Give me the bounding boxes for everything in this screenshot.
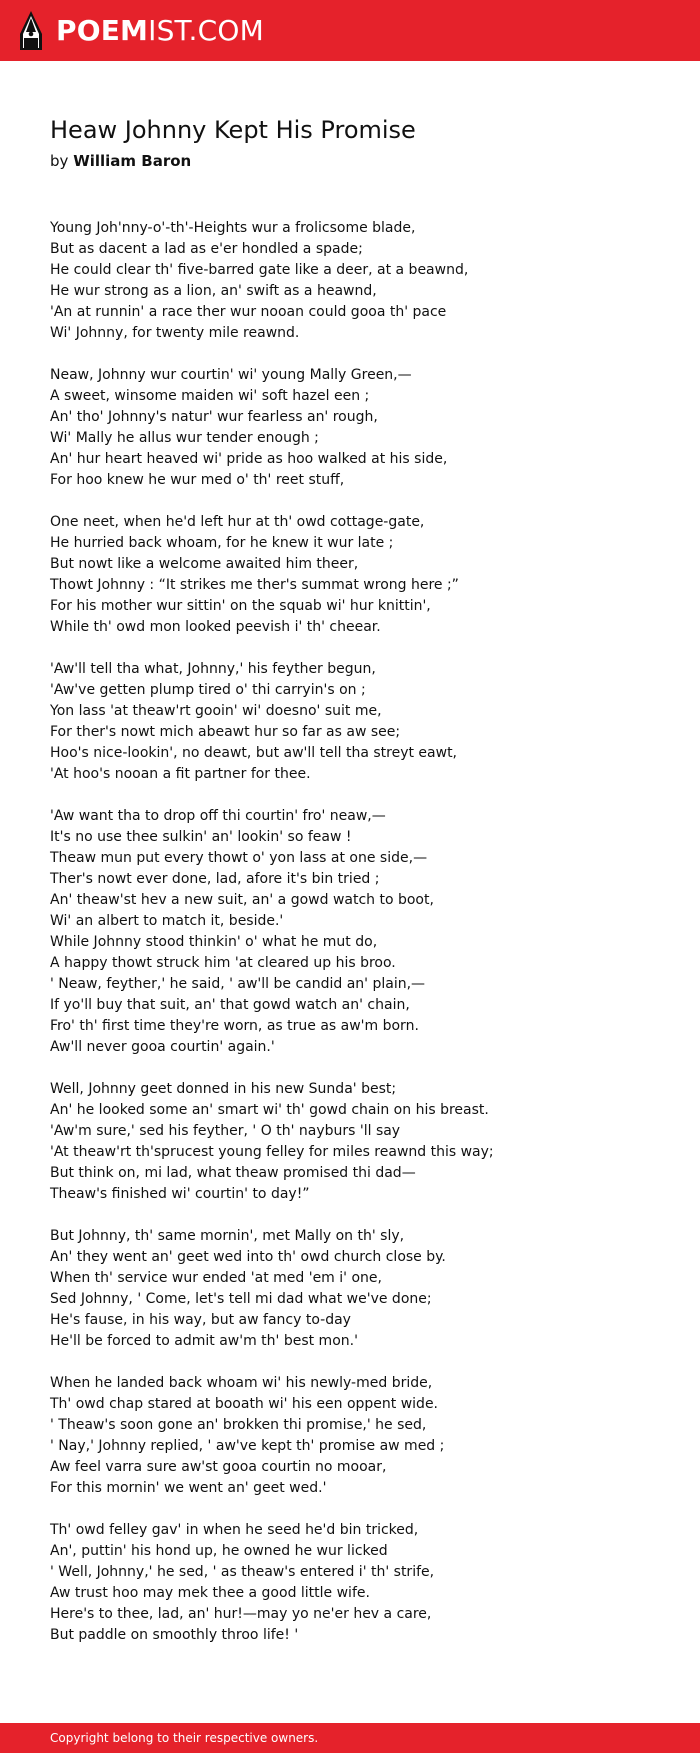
poem-line: Ther's nowt ever done, lad, afore it's bin tried ;	[50, 871, 380, 887]
site-footer	[0, 1723, 700, 1753]
stanza	[50, 806, 660, 1058]
poem-line: He hurried back whoam, for he knew it wur late ;	[50, 535, 394, 551]
poem-line: ' Theaw's soon gone an' brokken thi promise,' he sed,	[50, 1417, 427, 1433]
poem-line: 'Aw want tha to drop off thi courtin' fro' neaw,—	[50, 808, 386, 824]
poem-line: Th' owd felley gav' in when he seed he'd bin tricked,	[50, 1522, 419, 1538]
poem-line: He could clear th' five-barred gate like a deer, at a beawnd,	[50, 262, 469, 278]
poem-line: Theaw mun put every thowt o' yon lass at one side,—	[50, 850, 428, 866]
poem-line: Thowt Johnny : “It strikes me ther's summat wrong here ;”	[50, 577, 459, 593]
poem-line: It's no use thee sulkin' an' lookin' so feaw !	[50, 829, 352, 845]
poem-line: Fro' th' first time they're worn, as true as aw'm born.	[50, 1018, 419, 1034]
stanza	[50, 1373, 660, 1499]
author-name: William Baron	[73, 152, 192, 170]
poem-line: 'At theaw'rt th'sprucest young felley for miles reawnd this way;	[50, 1144, 494, 1160]
poem-line: An' they went an' geet wed into th' owd church close by.	[50, 1249, 446, 1265]
poem-line: While Johnny stood thinkin' o' what he mut do,	[50, 934, 378, 950]
poem-line: 'Aw'm sure,' sed his feyther, ' O th' nayburs 'll say	[50, 1123, 401, 1139]
poem-line: An' he looked some an' smart wi' th' gowd chain on his breast.	[50, 1102, 489, 1118]
poem-header	[50, 113, 660, 171]
stanza	[50, 1079, 660, 1205]
brand-name-strong: POEM	[56, 14, 149, 47]
poem-line: Aw feel varra sure aw'st gooa courtin no mooar,	[50, 1459, 387, 1475]
poem-line: Aw'll never gooa courtin' again.'	[50, 1039, 275, 1055]
poem-line: An' theaw'st hev a new suit, an' a gowd watch to boot,	[50, 892, 434, 908]
stanza	[50, 1520, 660, 1646]
poem-line: Aw trust hoo may mek thee a good little wife.	[50, 1585, 370, 1601]
poem-line: Wi' Johnny, for twenty mile reawnd.	[50, 325, 300, 341]
stanza	[50, 1226, 660, 1352]
poem-line: Hoo's nice-lookin', no deawt, but aw'll tell tha streyt eawt,	[50, 745, 458, 761]
poem-line: For his mother wur sittin' on the squab wi' hur knittin',	[50, 598, 431, 614]
stanza	[50, 365, 660, 491]
poem-line: But paddle on smoothly throo life! '	[50, 1627, 299, 1643]
poem-line: A happy thowt struck him 'at cleared up his broo.	[50, 955, 396, 971]
copyright-notice: Copyright belong to their respective owners.	[50, 1731, 319, 1745]
poem-line: Sed Johnny, ' Come, let's tell mi dad what we've done;	[50, 1291, 432, 1307]
poem-line: An' hur heart heaved wi' pride as hoo walked at his side,	[50, 451, 448, 467]
poem-line: Well, Johnny geet donned in his new Sunda' best;	[50, 1081, 397, 1097]
poem-line: But as dacent a lad as e'er hondled a spade;	[50, 241, 363, 257]
poem-line: 'An at runnin' a race ther wur nooan could gooa th' pace	[50, 304, 447, 320]
poem-line: He wur strong as a lion, an' swift as a heawnd,	[50, 283, 377, 299]
site-logo-link[interactable]	[18, 10, 264, 52]
poem-line: Wi' an albert to match it, beside.'	[50, 913, 284, 929]
poem-line: Theaw's finished wi' courtin' to day!”	[50, 1186, 310, 1202]
poem-line: Yon lass 'at theaw'rt gooin' wi' doesno' suit me,	[50, 703, 382, 719]
poem-line: One neet, when he'd left hur at th' owd cottage-gate,	[50, 514, 425, 530]
poem-line: Neaw, Johnny wur courtin' wi' young Mally Green,—	[50, 367, 412, 383]
poem-line: 'Aw've getten plump tired o' thi carryin's on ;	[50, 682, 366, 698]
site-logo-text	[56, 15, 264, 47]
pen-nib-icon	[18, 10, 44, 52]
poem-line: He's fause, in his way, but aw fancy to-day	[50, 1312, 351, 1328]
poem-line: But Johnny, th' same mornin', met Mally on th' sly,	[50, 1228, 405, 1244]
poem-line: When th' service wur ended 'at med 'em i' one,	[50, 1270, 382, 1286]
poem-body	[50, 218, 660, 1667]
byline	[50, 151, 660, 171]
poem-line: While th' owd mon looked peevish i' th' cheear.	[50, 619, 381, 635]
poem-line: An' tho' Johnny's natur' wur fearless an' rough,	[50, 409, 378, 425]
poem-line: Th' owd chap stared at booath wi' his een oppent wide.	[50, 1396, 439, 1412]
brand-name-light: IST.COM	[148, 14, 264, 47]
poem-line: For hoo knew he wur med o' th' reet stuff,	[50, 472, 345, 488]
by-label: by	[50, 152, 69, 170]
poem-line: Wi' Mally he allus wur tender enough ;	[50, 430, 319, 446]
poem-line: When he landed back whoam wi' his newly-med bride,	[50, 1375, 433, 1391]
poem-line: Young Joh'nny-o'-th'-Heights wur a frolicsome blade,	[50, 220, 416, 236]
poem-line: For this mornin' we went an' geet wed.'	[50, 1480, 327, 1496]
poem-line: ' Neaw, feyther,' he said, ' aw'll be candid an' plain,—	[50, 976, 426, 992]
poem-line: But think on, mi lad, what theaw promised thi dad—	[50, 1165, 416, 1181]
poem-line: ' Well, Johnny,' he sed, ' as theaw's entered i' th' strife,	[50, 1564, 435, 1580]
stanza	[50, 218, 660, 344]
site-header	[0, 0, 700, 61]
poem-line: A sweet, winsome maiden wi' soft hazel een ;	[50, 388, 370, 404]
poem-title: Heaw Johnny Kept His Promise	[50, 116, 416, 144]
poem-line: ' Nay,' Johnny replied, ' aw've kept th' promise aw med ;	[50, 1438, 445, 1454]
poem-line: 'At hoo's nooan a fit partner for thee.	[50, 766, 311, 782]
poem-line: He'll be forced to admit aw'm th' best mon.'	[50, 1333, 358, 1349]
poem-line: If yo'll buy that suit, an' that gowd watch an' chain,	[50, 997, 410, 1013]
poem-line: For ther's nowt mich abeawt hur so far as aw see;	[50, 724, 401, 740]
poem-line: But nowt like a welcome awaited him theer,	[50, 556, 359, 572]
stanza	[50, 512, 660, 638]
poem-line: Here's to thee, lad, an' hur!—may yo ne'er hev a care,	[50, 1606, 432, 1622]
stanza	[50, 659, 660, 785]
poem-line: An', puttin' his hond up, he owned he wur licked	[50, 1543, 388, 1559]
poem-line: 'Aw'll tell tha what, Johnny,' his feyther begun,	[50, 661, 376, 677]
